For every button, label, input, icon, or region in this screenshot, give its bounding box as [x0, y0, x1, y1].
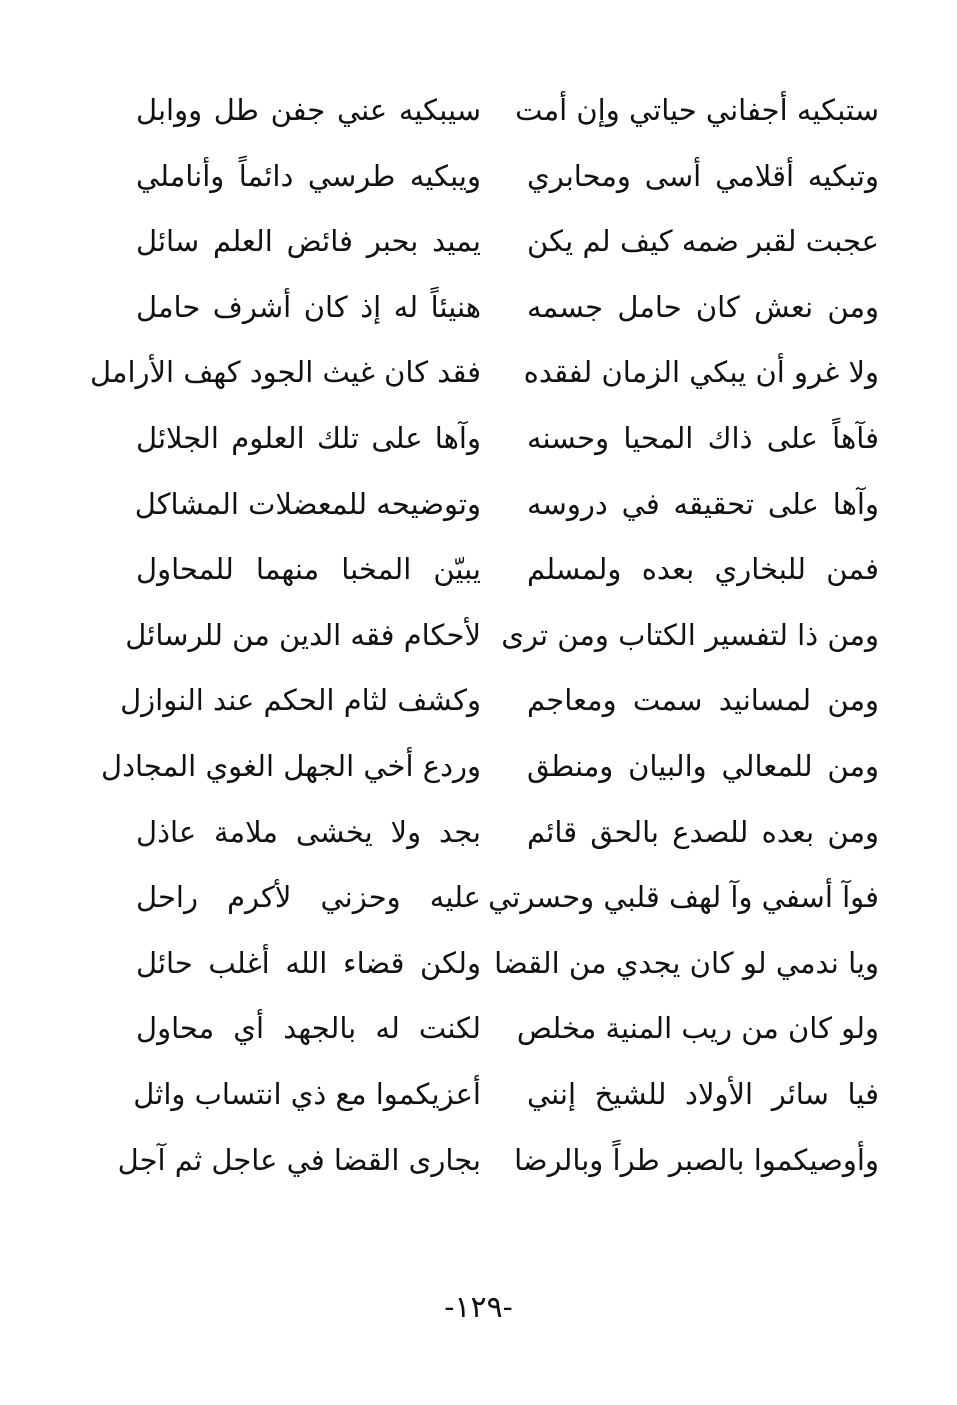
verse — [0, 607, 957, 673]
verse — [0, 148, 957, 214]
first-hemistich: عجبت لقبر ضمه كيف لم يكن — [527, 224, 879, 259]
first-hemistich: ومن بعده للصدع بالحق قائم — [527, 814, 879, 849]
poem — [0, 82, 957, 1197]
first-hemistich: وآها على تحقيقه في دروسه — [527, 486, 879, 521]
first-hemistich: وتبكيه أقلامي أسى ومحابري — [527, 158, 879, 193]
second-hemistich: وآها على تلك العلوم الجلائل — [136, 420, 481, 455]
second-hemistich: هنيئاً له إذ كان أشرف حامل — [136, 289, 481, 324]
second-hemistich: أعزيكموا مع ذي انتساب واثل — [133, 1076, 481, 1111]
first-hemistich: ومن ذا لتفسير الكتاب ومن ترى — [501, 617, 879, 652]
first-hemistich: فمن للبخاري بعده ولمسلم — [527, 552, 879, 587]
first-hemistich: وأوصيكموا بالصبر طراً وبالرضا — [514, 1142, 879, 1177]
first-hemistich: ستبكيه أجفاني حياتي وإن أمت — [515, 93, 879, 127]
second-hemistich: فقد كان غيث الجود كهف الأرامل — [89, 355, 481, 390]
verse — [0, 1066, 957, 1132]
second-hemistich: لأحكام فقه الدين من للرسائل — [125, 617, 481, 652]
first-hemistich: فوآ أسفي وآ لهف قلبي وحسرتي — [488, 880, 879, 915]
second-hemistich: بجارى القضا في عاجل ثم آجل — [117, 1142, 481, 1177]
verse — [0, 869, 957, 935]
first-hemistich: ومن نعش كان حامل جسمه — [527, 289, 879, 324]
second-hemistich: ويبكيه طرسي دائماً وأناملي — [136, 158, 481, 193]
second-hemistich: وردع أخي الجهل الغوي المجادل — [101, 748, 481, 783]
first-hemistich: ولا غرو أن يبكي الزمان لفقده — [523, 355, 879, 390]
verse — [0, 738, 957, 804]
second-hemistich: لكنت له بالجهد أي محاول — [136, 1011, 481, 1046]
verse — [0, 213, 957, 279]
first-hemistich: ومن لمسانيد سمت ومعاجم — [527, 683, 879, 718]
second-hemistich: سيبكيه عني جفن طل ووابل — [136, 93, 481, 127]
verse — [0, 344, 957, 410]
first-hemistich: فآهاً على ذاك المحيا وحسنه — [527, 420, 879, 455]
verse — [0, 1000, 957, 1066]
verse — [0, 541, 957, 607]
verse — [0, 82, 957, 148]
second-hemistich: ولكن قضاء الله أغلب حائل — [136, 945, 481, 980]
second-hemistich: عليه وحزني لأكرم راحل — [136, 880, 481, 915]
first-hemistich: ومن للمعالي والبيان ومنطق — [527, 748, 879, 783]
page-number: -١٢٩- — [444, 1290, 513, 1325]
verse — [0, 935, 957, 1001]
verse — [0, 672, 957, 738]
first-hemistich: ويا ندمي لو كان يجدي من القضا — [494, 945, 879, 980]
verse — [0, 1132, 957, 1198]
second-hemistich: يميد بحبر فائض العلم سائل — [136, 224, 481, 259]
second-hemistich: بجد ولا يخشى ملامة عاذل — [136, 814, 481, 849]
second-hemistich: يبيّن المخبا منهما للمحاول — [136, 552, 481, 587]
verse — [0, 804, 957, 870]
second-hemistich: وكشف لثام الحكم عند النوازل — [120, 683, 481, 718]
first-hemistich: ولو كان من ريب المنية مخلص — [516, 1011, 879, 1046]
first-hemistich: فيا سائر الأولاد للشيخ إنني — [527, 1076, 879, 1111]
verse — [0, 410, 957, 476]
verse — [0, 476, 957, 542]
second-hemistich: وتوضيحه للمعضلات المشاكل — [134, 486, 481, 521]
verse — [0, 279, 957, 345]
